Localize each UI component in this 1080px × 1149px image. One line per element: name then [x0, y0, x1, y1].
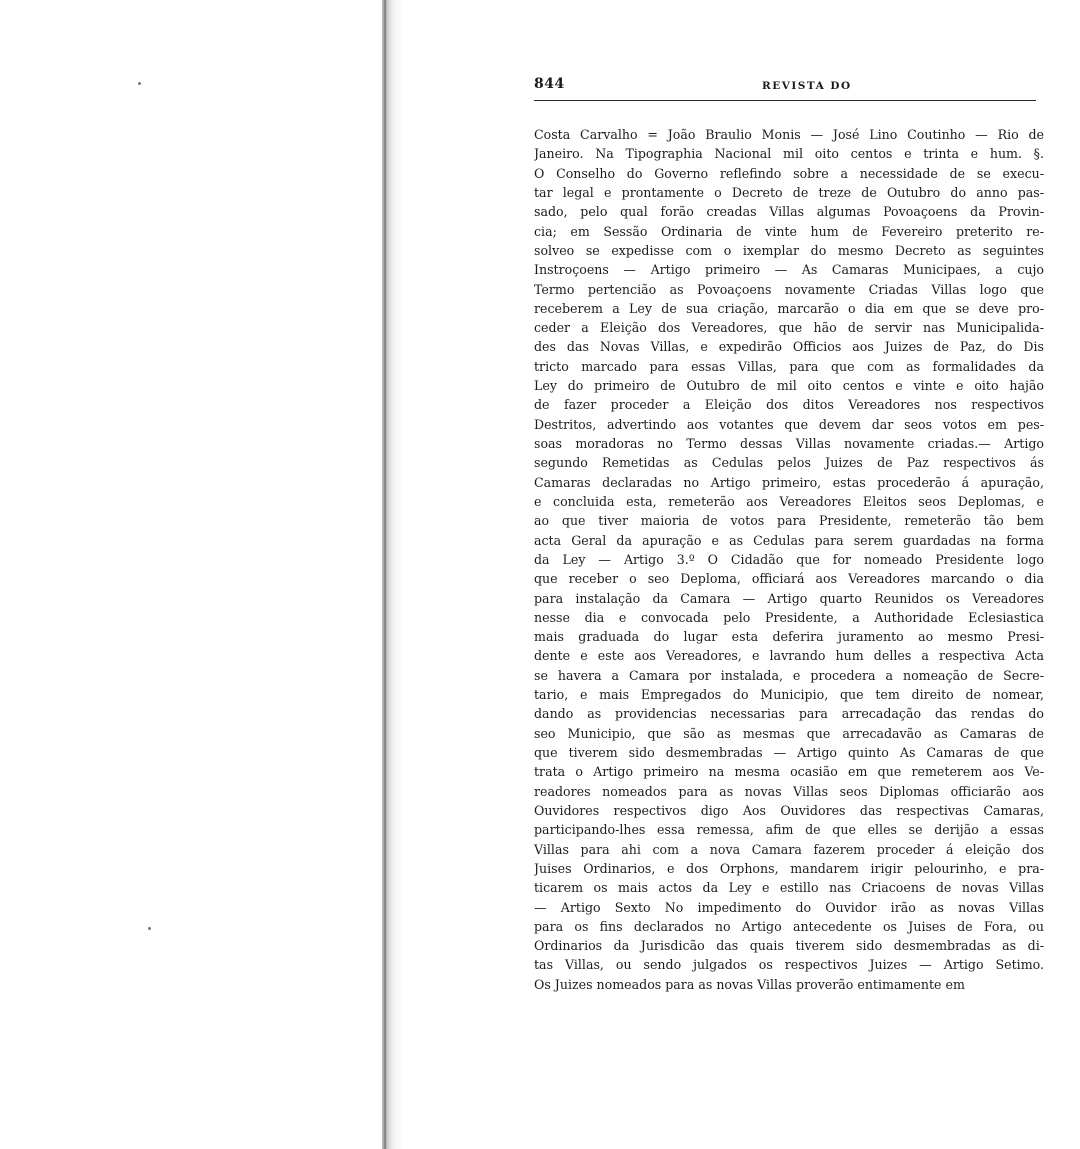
text-line: tario, e mais Empregados do Municipio, que tem direito de nomear, — [534, 687, 1044, 703]
text-line: Os Juizes nomeados para as novas Villas proverão entimamente em — [534, 976, 965, 992]
text-line: Ley do primeiro de Outubro de mil oito centos e vinte e oito hajão — [534, 378, 1044, 394]
text-line: Ouvidores respectivos digo Aos Ouvidores das respectivas Camaras, — [534, 802, 1044, 818]
page-number: 844 — [534, 76, 565, 92]
text-line: mais graduada do lugar esta deferira juramento ao mesmo Presi- — [534, 629, 1044, 645]
text-line: tricto marcado para essas Villas, para que com as formalidades da — [534, 358, 1044, 374]
blank-facing-page — [0, 0, 384, 1149]
text-line: acta Geral da apuração e as Cedulas para serem guardadas na forma — [534, 532, 1044, 548]
text-line: para instalação da Camara — Artigo quarto Reunidos os Vereadores — [534, 590, 1044, 606]
text-line: trata o Artigo primeiro na mesma ocasião em que remeterem aos Ve- — [534, 764, 1044, 780]
text-line: da Ley — Artigo 3.º O Cidadão que for nomeado Presidente logo — [534, 551, 1044, 567]
text-line: solveo se expedisse com o ixemplar do mesmo Decreto as seguintes — [534, 242, 1044, 258]
text-line: Villas para ahi com a nova Camara fazerem proceder á eleição dos — [534, 841, 1044, 857]
text-line: tas Villas, ou sendo julgados os respectivos Juizes — Artigo Setimo. — [534, 957, 1044, 973]
text-line: nesse dia e convocada pelo Presidente, a Authoridade Eclesiastica — [534, 609, 1044, 625]
text-line: Destritos, advertindo aos votantes que devem dar seos votos em pes- — [534, 416, 1044, 432]
text-line: sado, pelo qual forão creadas Villas algumas Povoaçoens da Provin- — [534, 204, 1044, 220]
text-line: tar legal e prontamente o Decreto de treze de Outubro do anno pas- — [534, 184, 1044, 200]
text-line: dando as providencias necessarias para arrecadação das rendas do — [534, 706, 1044, 722]
header-rule — [534, 100, 1036, 101]
text-line: Instroçoens — Artigo primeiro — As Camaras Municipaes, a cujo — [534, 262, 1044, 278]
text-line: se havera a Camara por instalada, e procedera a nomeação de Secre- — [534, 667, 1044, 683]
text-line: seo Municipio, que são as mesmas que arrecadavão as Camaras de — [534, 725, 1044, 741]
gutter-edge-line — [384, 0, 386, 1149]
paper-speck — [138, 82, 141, 85]
body-text — [534, 125, 1044, 994]
text-line: Termo pertencião as Povoaçoens novamente Criadas Villas logo que — [534, 281, 1044, 297]
text-line: des das Novas Villas, e expedirão Officios aos Juizes de Paz, do Dis — [534, 339, 1044, 355]
text-line: Costa Carvalho = João Braulio Monis — José Lino Coutinho — Rio de — [534, 127, 1044, 142]
text-line: participando-lhes essa remessa, afim de que elles se derijão a essas — [534, 822, 1044, 838]
text-line: cia; em Sessão Ordinaria de vinte hum de Fevereiro preterito re- — [534, 223, 1044, 239]
text-line: segundo Remetidas as Cedulas pelos Juizes de Paz respectivos ás — [534, 455, 1044, 471]
running-header-title: REVISTA DO — [762, 80, 852, 92]
text-line: e concluida esta, remeterão aos Vereadores Eleitos seos Deplomas, e — [534, 493, 1044, 509]
text-line: O Conselho do Governo reflefindo sobre a necessidade de se execu- — [534, 165, 1044, 181]
text-line: — Artigo Sexto No impedimento do Ouvidor irão as novas Villas — [534, 899, 1044, 915]
text-page — [520, 0, 1050, 1149]
text-line: Janeiro. Na Tipographia Nacional mil oito centos e trinta e hum. §. — [534, 146, 1044, 162]
text-line: soas moradoras no Termo dessas Villas novamente criadas.— Artigo — [534, 436, 1044, 451]
paper-speck — [148, 927, 151, 930]
text-line: que receber o seo Deploma, officiará aos Vereadores marcando o dia — [534, 571, 1044, 587]
text-line: receberem a Ley de sua criação, marcarão o dia em que se deve pro- — [534, 300, 1044, 316]
text-line: dente e este aos Vereadores, e lavrando hum delles a respectiva Acta — [534, 648, 1044, 664]
text-line: ao que tiver maioria de votos para Presidente, remeterão tão bem — [534, 513, 1044, 529]
text-line: de fazer proceder a Eleição dos ditos Vereadores nos respectivos — [534, 397, 1044, 413]
text-line: ticarem os mais actos da Ley e estillo nas Criacoens de novas Villas — [534, 880, 1044, 896]
text-line: readores nomeados para as novas Villas seos Diplomas officiarão aos — [534, 783, 1044, 799]
text-line: ceder a Eleição dos Vereadores, que hão de servir nas Municipalida- — [534, 320, 1044, 336]
text-line: Juises Ordinarios, e dos Orphons, mandarem irigir pelourinho, e pra- — [534, 860, 1044, 876]
text-line: Camaras declaradas no Artigo primeiro, estas procederão á apuração, — [534, 474, 1044, 490]
text-line: para os fins declarados no Artigo antecedente os Juises de Fora, ou — [534, 918, 1044, 934]
text-line: que tiverem sido desmembradas — Artigo quinto As Camaras de que — [534, 745, 1044, 760]
text-line: Ordinarios da Jurisdicão das quais tiverem sido desmembradas as di- — [534, 938, 1044, 954]
running-header — [534, 76, 1040, 100]
